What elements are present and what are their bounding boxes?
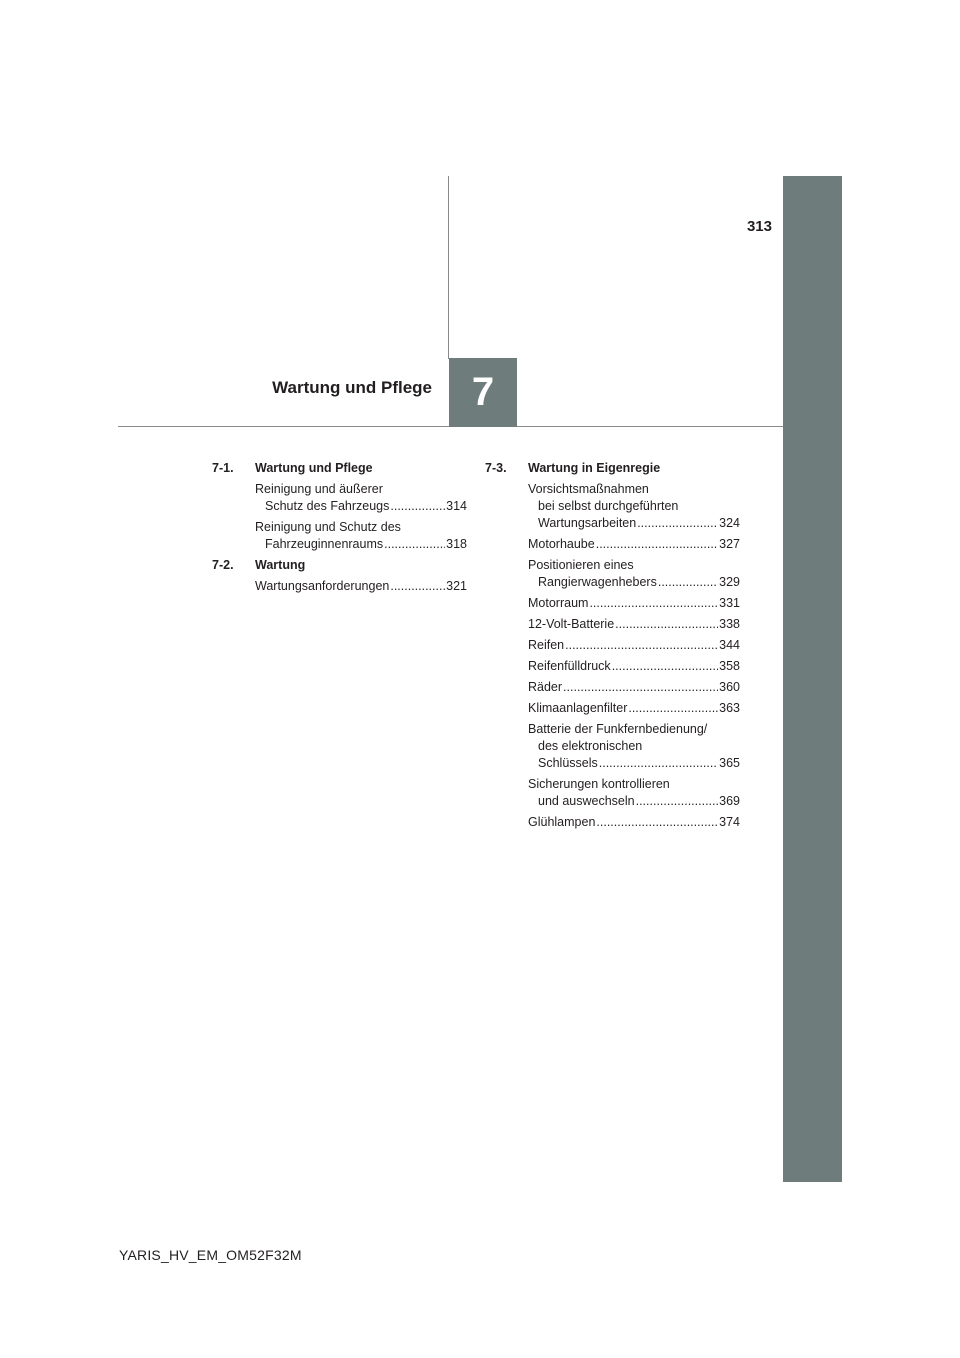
toc-entry[interactable] (255, 481, 467, 515)
section-number: 7-2. (212, 558, 234, 572)
dot-leader (612, 658, 718, 675)
entry-text: Reifen (528, 638, 565, 652)
entry-text: Sicherungen kontrollieren (528, 777, 670, 791)
entry-text: 12-Volt-Batterie (528, 617, 615, 631)
dot-leader (637, 515, 718, 532)
toc-entry[interactable] (528, 637, 740, 654)
entry-text: Reifenfülldruck (528, 659, 611, 673)
entry-page-number: 324 (719, 516, 740, 530)
toc-entry[interactable] (528, 679, 740, 696)
entry-text: Schutz des Fahrzeugs (265, 499, 390, 513)
toc-entry[interactable] (528, 536, 740, 553)
toc-column-right (485, 460, 740, 835)
entry-text: Schlüssels (538, 756, 598, 770)
entry-page-number: 327 (719, 537, 740, 551)
dot-leader (628, 700, 718, 717)
entry-text: Motorhaube (528, 537, 595, 551)
dot-leader (563, 679, 718, 696)
section-heading (212, 557, 467, 574)
dot-leader (390, 498, 445, 515)
toc-entry[interactable] (528, 776, 740, 810)
chapter-number: 7 (471, 370, 495, 414)
toc-entry[interactable] (528, 721, 740, 772)
entry-text: Rangierwagenhebers (538, 575, 657, 589)
entry-text: des elektronischen (538, 739, 643, 753)
entry-page-number: 365 (719, 756, 740, 770)
toc-entry[interactable] (528, 814, 740, 831)
section-title: Wartung und Pflege (255, 461, 373, 475)
toc-entry[interactable] (528, 616, 740, 633)
entry-page-number: 329 (719, 575, 740, 589)
entry-text: Batterie der Funkfernbedienung/ (528, 722, 708, 736)
entry-text: Glühlampen (528, 815, 596, 829)
toc-section (212, 557, 467, 595)
section-heading (485, 460, 740, 477)
entry-text: Motorraum (528, 596, 589, 610)
entry-text: Fahrzeuginnenraums (265, 537, 384, 551)
section-heading (212, 460, 467, 477)
dot-leader (384, 536, 445, 553)
entry-page-number: 321 (446, 579, 467, 593)
toc-entry[interactable] (528, 700, 740, 717)
toc-entry[interactable] (528, 557, 740, 591)
dot-leader (599, 755, 718, 772)
entry-text: Wartungsarbeiten (538, 516, 637, 530)
dot-leader (636, 793, 719, 810)
dot-leader (596, 814, 718, 831)
chapter-side-tab (783, 176, 842, 1182)
entry-page-number: 314 (446, 499, 467, 513)
entry-text: Reinigung und äußerer (255, 482, 383, 496)
toc-entry[interactable] (528, 658, 740, 675)
entry-page-number: 338 (719, 617, 740, 631)
toc-section (212, 460, 467, 553)
entry-text: Wartungsanforderungen (255, 579, 390, 593)
entry-page-number: 374 (719, 815, 740, 829)
vertical-rule (448, 176, 449, 359)
page-number: 313 (746, 218, 772, 235)
entry-page-number: 363 (719, 701, 740, 715)
dot-leader (658, 574, 718, 591)
toc-entry[interactable] (255, 519, 467, 553)
dot-leader (589, 595, 718, 612)
dot-leader (615, 616, 718, 633)
entry-page-number: 344 (719, 638, 740, 652)
chapter-title: Wartung und Pflege (272, 378, 432, 397)
entry-text: Klimaanlagenfilter (528, 701, 628, 715)
toc-entry[interactable] (528, 481, 740, 532)
toc-entry[interactable] (255, 578, 467, 595)
document-code: YARIS_HV_EM_OM52F32M (119, 1247, 302, 1263)
entry-page-number: 358 (719, 659, 740, 673)
section-title: Wartung in Eigenregie (528, 461, 661, 475)
entry-text: Räder (528, 680, 563, 694)
toc-section (485, 460, 740, 831)
entry-text: Positionieren eines (528, 558, 634, 572)
section-number: 7-3. (485, 461, 507, 475)
section-title: Wartung (255, 558, 306, 572)
entry-text: Vorsichtsmaßnahmen (528, 482, 649, 496)
entry-page-number: 318 (446, 537, 467, 551)
dot-leader (596, 536, 718, 553)
section-number: 7-1. (212, 461, 234, 475)
chapter-number-box (449, 358, 517, 427)
entry-text: Reinigung und Schutz des (255, 520, 401, 534)
entry-page-number: 331 (719, 596, 740, 610)
entry-text: und auswechseln (538, 794, 635, 808)
dot-leader (565, 637, 718, 654)
toc-column-left (212, 460, 467, 599)
entry-page-number: 360 (719, 680, 740, 694)
entry-text: bei selbst durchgeführten (538, 499, 679, 513)
entry-page-number: 369 (719, 794, 740, 808)
toc-entry[interactable] (528, 595, 740, 612)
dot-leader (390, 578, 445, 595)
